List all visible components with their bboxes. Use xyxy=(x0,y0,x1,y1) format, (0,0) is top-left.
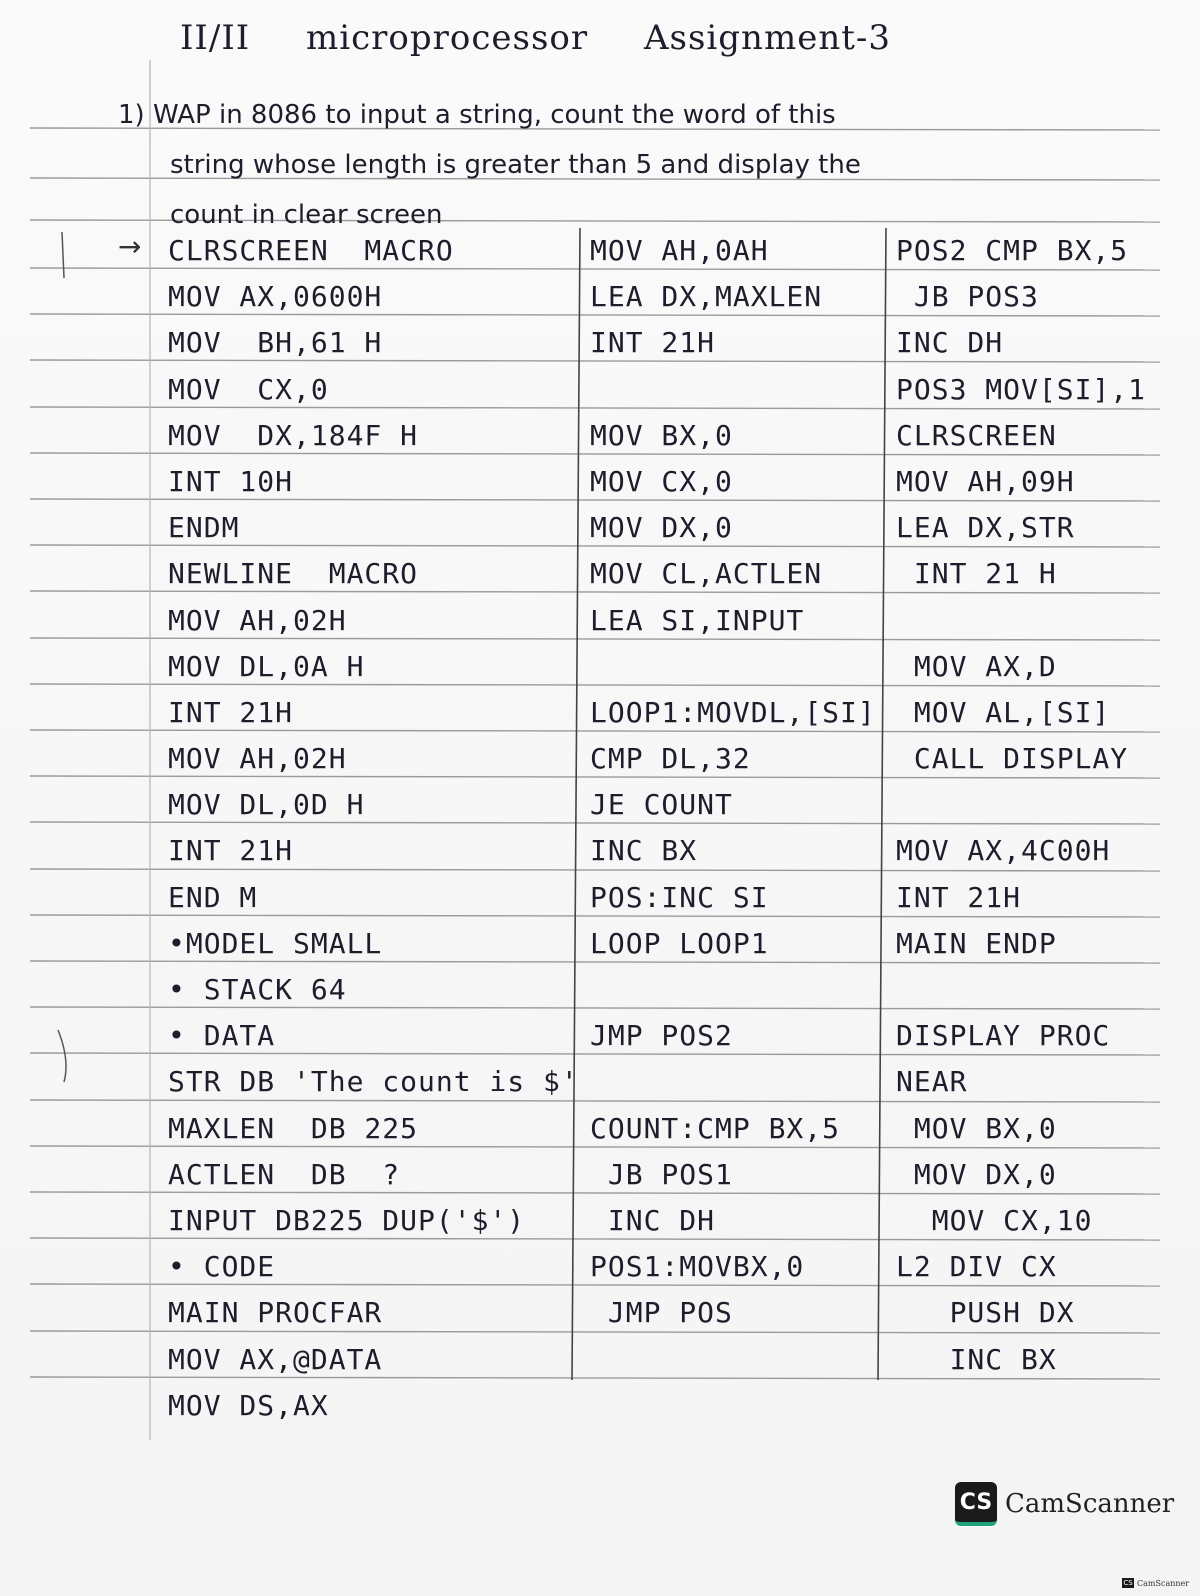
title-subject: microprocessor xyxy=(306,18,589,58)
code-line: MOV AL,[SI] xyxy=(896,695,1111,729)
code-line: • CODE xyxy=(168,1250,276,1284)
code-line: LEA DX,MAXLEN xyxy=(590,280,823,314)
code-line: STR DB 'The count is $' xyxy=(168,1065,579,1099)
code-line: ACTLEN DB ? xyxy=(168,1157,401,1191)
code-line: MOV BX,0 xyxy=(896,1111,1057,1145)
code-line xyxy=(590,644,876,690)
code-line: MOV DL,0A H xyxy=(168,649,365,683)
code-line: MOV CX,0 xyxy=(168,372,329,406)
code-line xyxy=(896,967,1196,1013)
arrow-mark: → xyxy=(118,230,142,263)
code-line: COUNT:CMP BX,5 xyxy=(590,1111,841,1145)
code-line: MOV BX,0 xyxy=(590,418,733,452)
code-line: MOV DX,184F H xyxy=(168,418,419,452)
code-line: CLRSCREEN MACRO xyxy=(168,234,454,267)
code-line: CMP DL,32 xyxy=(590,742,751,776)
code-line: MAIN ENDP xyxy=(896,926,1057,960)
code-line: LOOP LOOP1 xyxy=(590,926,769,960)
code-line: JE COUNT xyxy=(590,788,733,822)
code-line: MOV DX,0 xyxy=(590,511,733,545)
code-line: INT 21H xyxy=(590,326,716,360)
code-line: • DATA xyxy=(168,1019,276,1053)
code-line: NEWLINE MACRO xyxy=(168,557,419,591)
code-line: INT 21H xyxy=(168,834,294,868)
question-number: 1) xyxy=(118,100,145,130)
code-line: POS3 MOV[SI],1 xyxy=(896,372,1147,406)
code-line xyxy=(590,367,876,413)
code-line xyxy=(896,782,1196,828)
code-line: MOV AX,0600H xyxy=(168,280,383,314)
code-line: L2 DIV CX xyxy=(896,1250,1057,1284)
camscanner-mini-icon: CS xyxy=(1123,1579,1133,1587)
camscanner-watermark xyxy=(955,1482,1174,1526)
question-line-1 xyxy=(118,90,1178,140)
code-line: JB POS1 xyxy=(590,1157,733,1191)
code-line: ENDM xyxy=(168,511,240,545)
code-line xyxy=(590,1337,876,1383)
code-line: MOV AH,02H xyxy=(168,603,347,637)
code-line: JMP POS2 xyxy=(590,1019,733,1053)
title-class: II/II xyxy=(180,18,251,58)
code-line: LEA DX,STR xyxy=(896,511,1075,545)
page-title xyxy=(180,18,935,58)
code-line: INC DH xyxy=(896,326,1004,360)
code-line: POS2 CMP BX,5 xyxy=(896,234,1129,267)
code-line: POS:INC SI xyxy=(590,880,769,914)
code-line: MOV DX,0 xyxy=(896,1157,1057,1191)
code-line: JB POS3 xyxy=(896,280,1039,314)
code-line: MOV AX,D xyxy=(896,649,1057,683)
camscanner-logo-icon: CS xyxy=(955,1482,997,1526)
question-line-3: count in clear screen xyxy=(170,200,443,230)
code-line: DISPLAY PROC xyxy=(896,1019,1111,1053)
code-line: INPUT DB225 DUP('$') xyxy=(168,1203,526,1237)
code-line: MOV AX,@DATA xyxy=(168,1342,383,1376)
code-line: • STACK 64 xyxy=(168,973,347,1006)
code-line: MOV AH,09H xyxy=(896,464,1075,498)
code-line: MOV AH,02H xyxy=(168,742,347,776)
title-assignment: Assignment-3 xyxy=(643,18,891,58)
code-line: INT 21H xyxy=(168,695,294,729)
question-line-1-text: WAP in 8086 to input a string, count the word of this xyxy=(152,100,836,130)
code-line: NEAR xyxy=(896,1065,968,1099)
code-line xyxy=(896,598,1196,644)
code-line: MOV DL,0D H xyxy=(168,788,365,822)
code-line: INT 21 H xyxy=(896,557,1057,591)
code-column-3 xyxy=(896,228,1196,1383)
code-line: END M xyxy=(168,880,258,914)
code-line: MOV AX,4C00H xyxy=(896,834,1111,868)
question-text xyxy=(118,90,1178,240)
code-line: MOV AH,0AH xyxy=(590,234,769,267)
code-line: JMP POS xyxy=(590,1296,733,1330)
camscanner-name: CamScanner xyxy=(1005,1489,1175,1519)
question-line-2: string whose length is greater than 5 and display the xyxy=(170,150,861,180)
code-line xyxy=(590,1059,876,1105)
code-line: MOV CX,0 xyxy=(590,464,733,498)
code-line: CLRSCREEN xyxy=(896,418,1057,452)
code-column-1 xyxy=(168,228,579,1429)
code-line: INC DH xyxy=(590,1203,716,1237)
code-line: •MODEL SMALL xyxy=(168,926,383,960)
code-line: INC BX xyxy=(896,1342,1057,1376)
code-line: MOV CX,10 xyxy=(896,1203,1093,1237)
column-divider-2 xyxy=(878,228,886,1380)
code-line: MOV CL,ACTLEN xyxy=(590,557,823,591)
camscanner-mini-name: CamScanner xyxy=(1137,1578,1190,1588)
code-line: INT 10H xyxy=(168,464,294,498)
code-line: MAIN PROCFAR xyxy=(168,1296,383,1330)
code-line: MAXLEN DB 225 xyxy=(168,1111,419,1145)
code-line: POS1:MOVBX,0 xyxy=(590,1250,805,1284)
code-line: CALL DISPLAY xyxy=(896,742,1129,776)
code-line: MOV BH,61 H xyxy=(168,326,383,360)
code-line: INT 21H xyxy=(896,880,1022,914)
code-line: MOV DS,AX xyxy=(168,1388,329,1422)
code-line: PUSH DX xyxy=(896,1296,1075,1330)
code-column-2 xyxy=(590,228,876,1383)
code-line: LOOP1:MOVDL,[SI] xyxy=(590,695,876,729)
code-line xyxy=(590,967,876,1013)
camscanner-small-watermark xyxy=(1122,1578,1189,1588)
code-line: INC BX xyxy=(590,834,698,868)
code-line: LEA SI,INPUT xyxy=(590,603,805,637)
